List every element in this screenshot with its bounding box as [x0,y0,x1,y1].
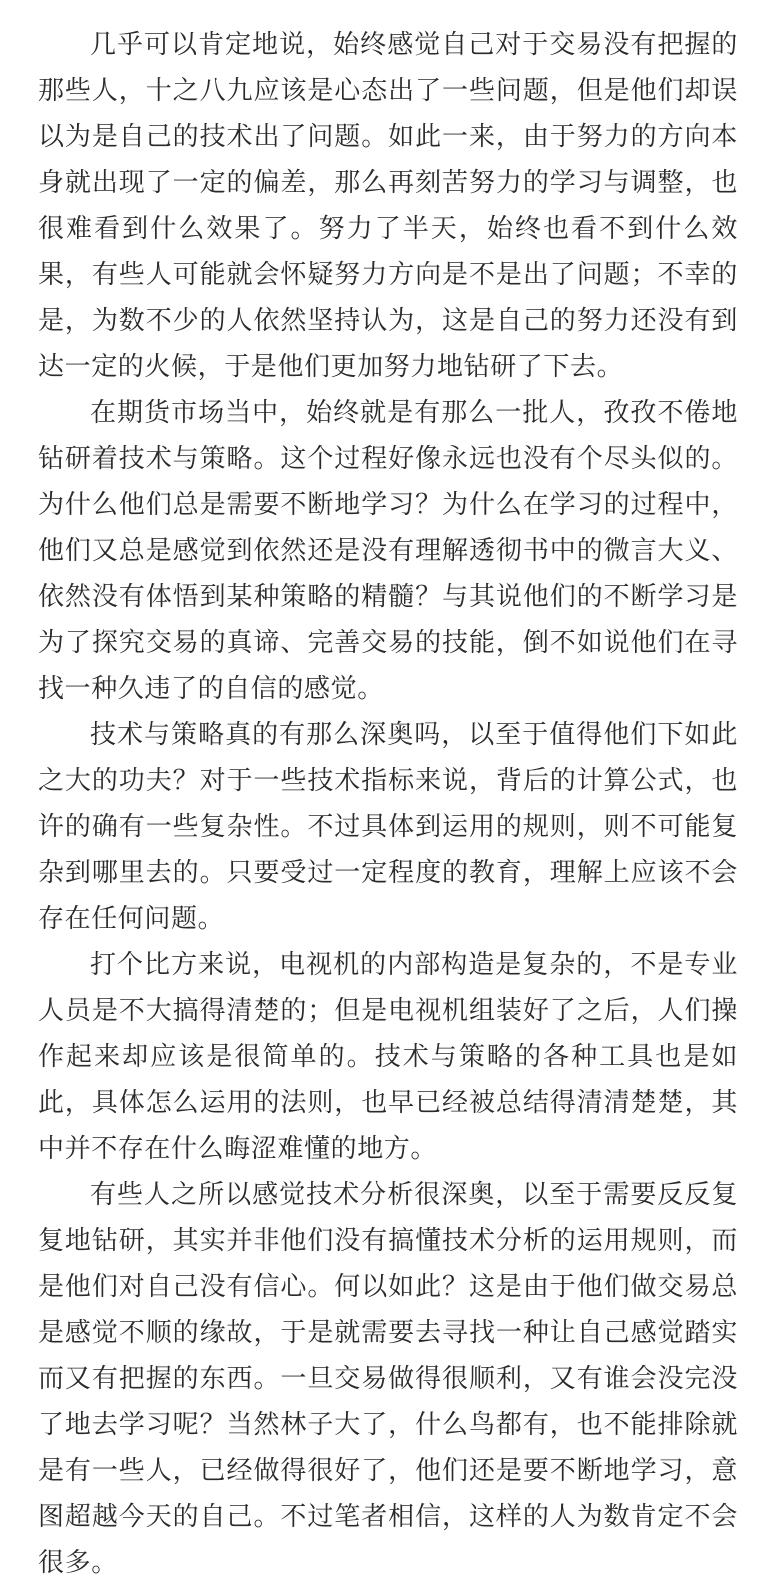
document-page [38,22,738,1586]
paragraph-4: 打个比方来说，电视机的内部构造是复杂的，不是专业人员是不大搞得清楚的；但是电视机组装好了之后，人们操作起来却应该是很简单的。技术与策略的各种工具也是如此，具体怎么运用的法则，也早已经被总结得清清楚楚，其中并不存在什么晦涩难懂的地方。 [38,950,738,1164]
paragraph-3: 技术与策略真的有那么深奥吗，以至于值得他们下如此之大的功夫？对于一些技术指标来说，背后的计算公式，也许的确有一些复杂性。不过具体到运用的规则，则不可能复杂到哪里去的。只要受过一定程度的教育，理解上应该不会存在任何问题。 [38,720,738,934]
paragraph-2: 在期货市场当中，始终就是有那么一批人，孜孜不倦地钻研着技术与策略。这个过程好像永远也没有个尽头似的。为什么他们总是需要不断地学习？为什么在学习的过程中，他们又总是感觉到依然还是没有理解透彻书中的微言大义、依然没有体悟到某种策略的精髓？与其说他们的不断学习是为了探究交易的真谛、完善交易的技能，倒不如说他们在寻找一种久违了的自信的感觉。 [38,398,738,704]
paragraph-1: 几乎可以肯定地说，始终感觉自己对于交易没有把握的那些人，十之八九应该是心态出了一些问题，但是他们却误以为是自己的技术出了问题。如此一来，由于努力的方向本身就出现了一定的偏差，那么再刻苦努力的学习与调整，也很难看到什么效果了。努力了半天，始终也看不到什么效果，有些人可能就会怀疑努力方向是不是出了问题；不幸的是，为数不少的人依然坚持认为，这是自己的努力还没有到达一定的火候，于是他们更加努力地钻研了下去。 [38,30,738,382]
paragraph-5: 有些人之所以感觉技术分析很深奥，以至于需要反反复复地钻研，其实并非他们没有搞懂技术分析的运用规则，而是他们对自己没有信心。何以如此？这是由于他们做交易总是感觉不顺的缘故，于是就需要去寻找一种让自己感觉踏实而又有把握的东西。一旦交易做得很顺利，又有谁会没完没了地去学习呢？当然林子大了，什么鸟都有，也不能排除就是有一些人，已经做得很好了，他们还是要不断地学习，意图超越今天的自己。不过笔者相信，这样的人为数肯定不会很多。 [38,1180,738,1578]
